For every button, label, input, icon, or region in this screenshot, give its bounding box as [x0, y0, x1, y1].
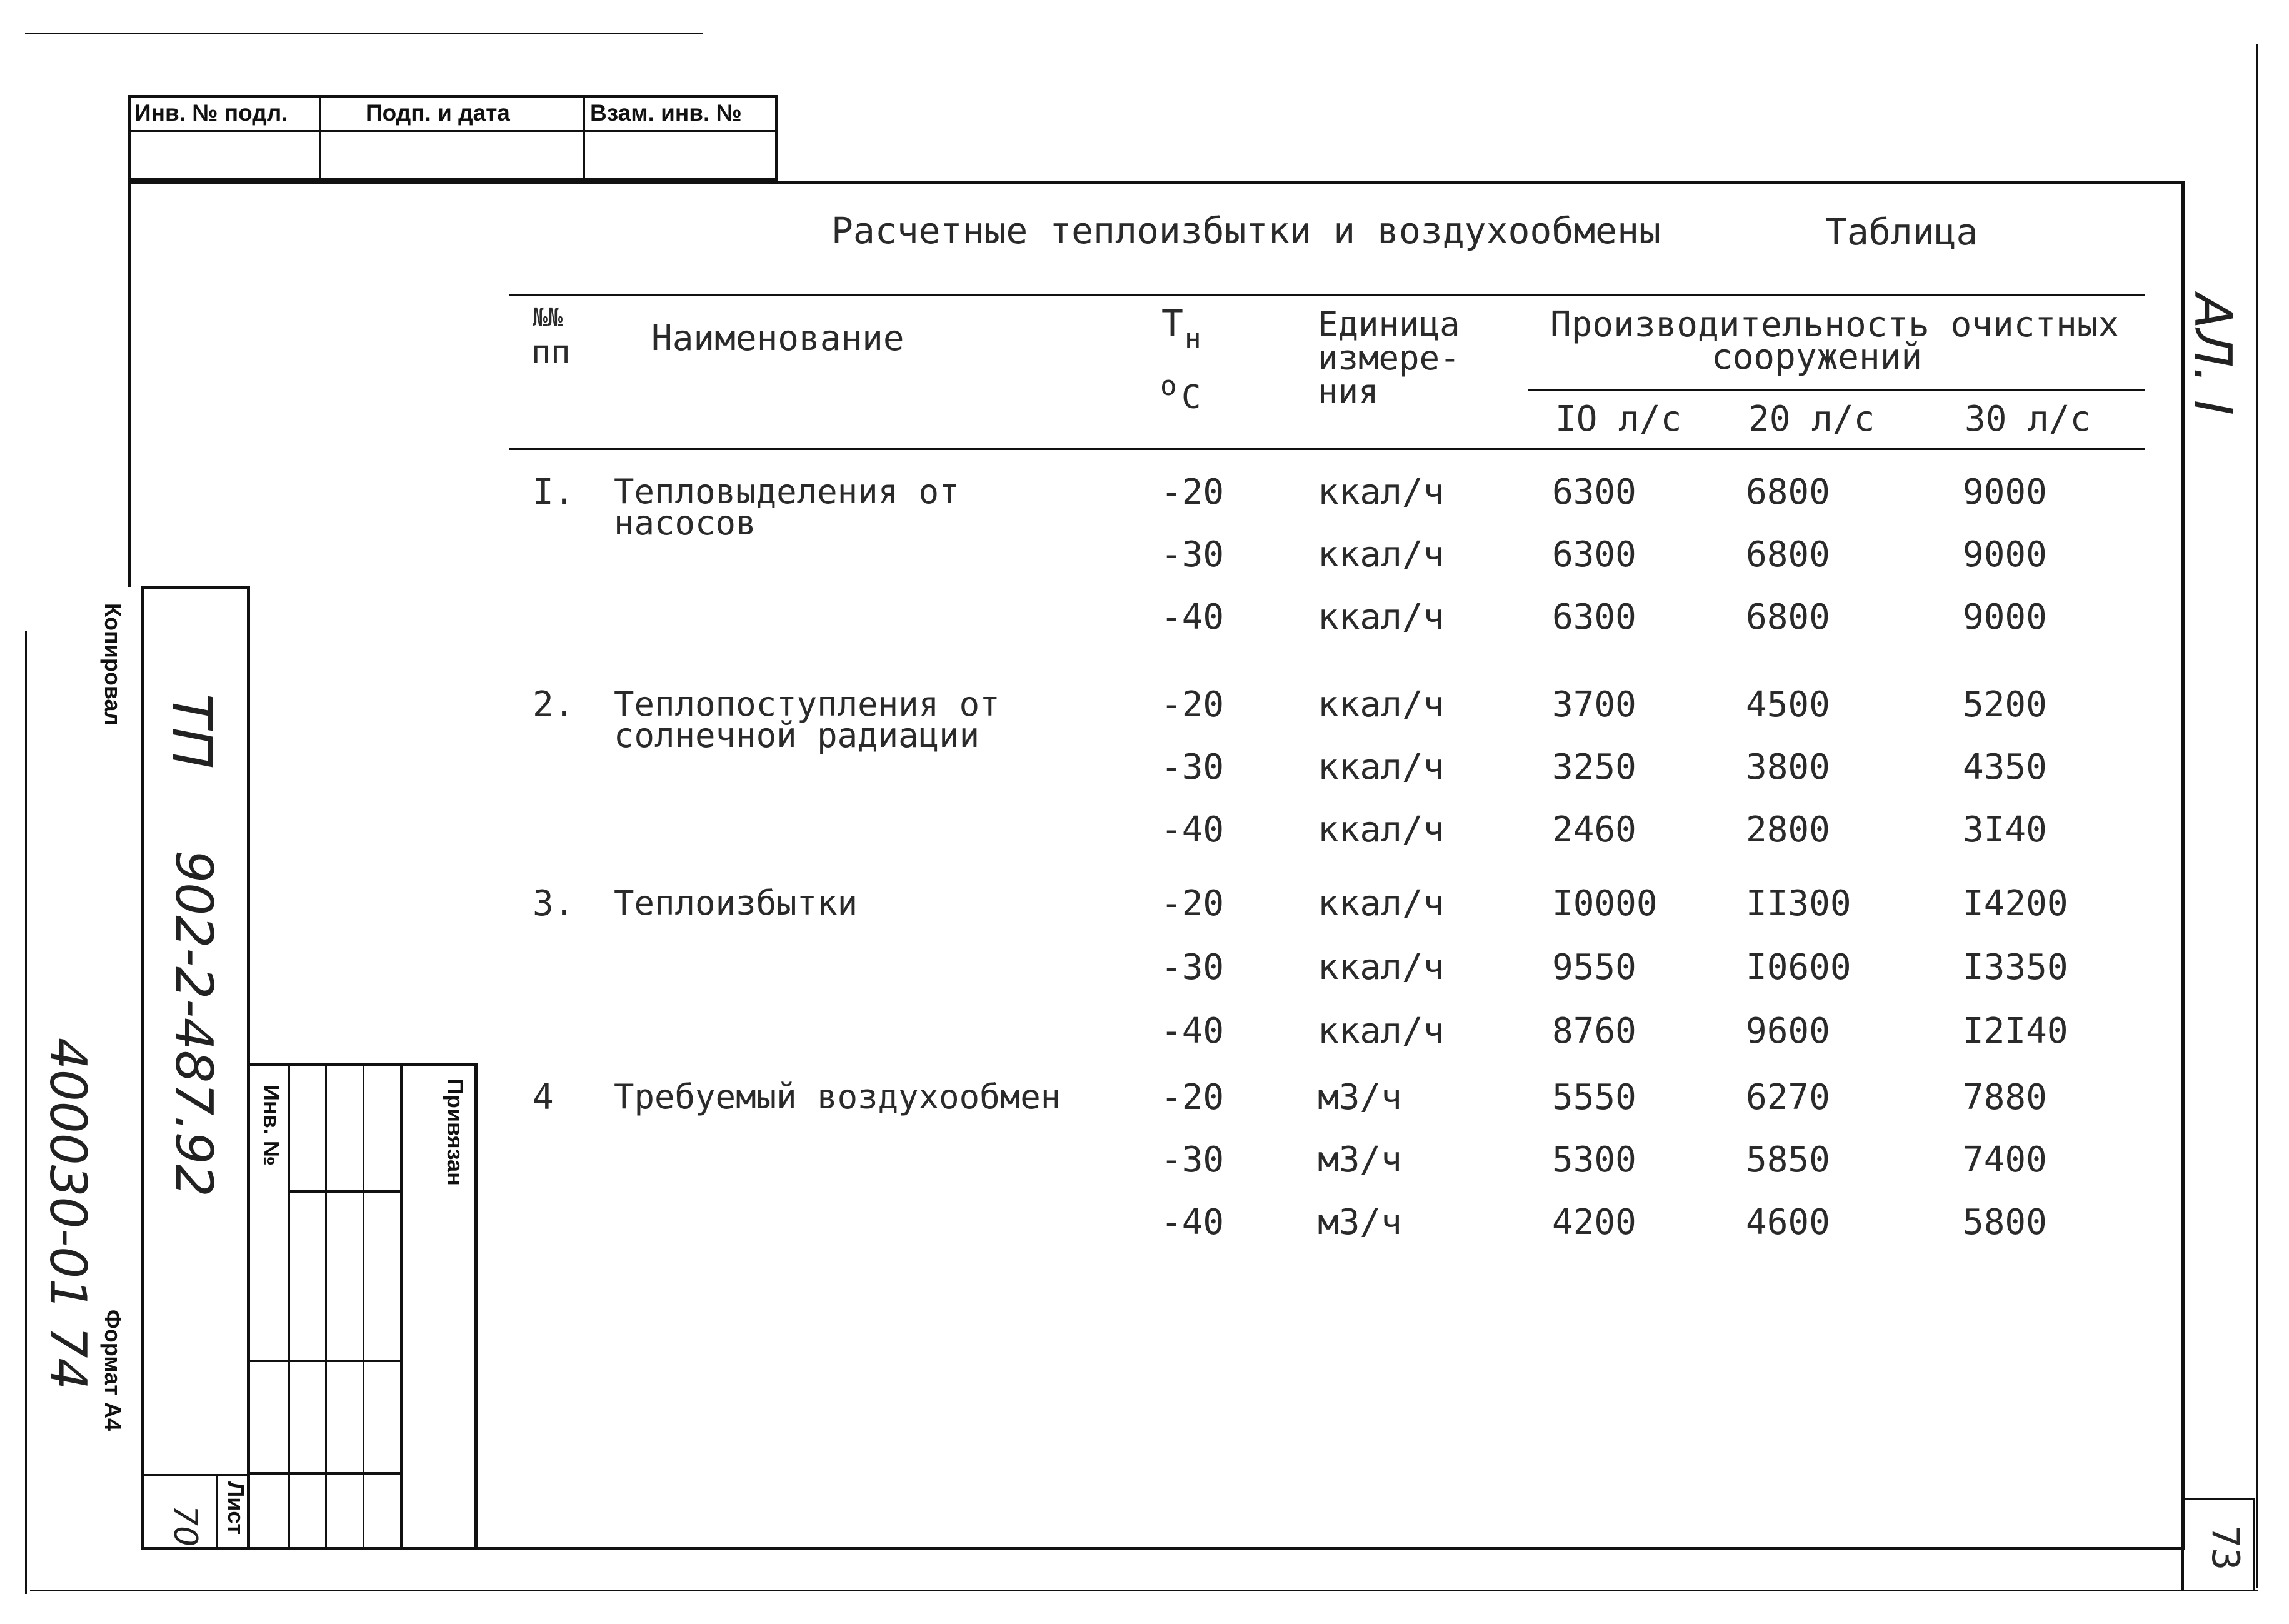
header-temp: Т — [1161, 302, 1183, 344]
privyazan-label: Привязан — [443, 1078, 468, 1186]
row-value-20: 4500 — [1746, 684, 1830, 725]
row-value-10: 5550 — [1552, 1077, 1636, 1118]
row-value-30: I2I40 — [1963, 1011, 2068, 1051]
header-unit-line3: ния — [1318, 372, 1379, 411]
row-value-10: 6300 — [1552, 472, 1636, 513]
row-value-20: 5850 — [1746, 1140, 1830, 1180]
row-value-30: 5200 — [1963, 684, 2047, 725]
row-value-30: 9000 — [1963, 597, 2047, 638]
row-unit: ккал/ч — [1318, 684, 1445, 725]
inv-grid-v4 — [400, 1063, 403, 1550]
top-stamp-col1 — [319, 95, 321, 181]
row-value-10: 9550 — [1552, 947, 1636, 988]
row-temperature: -40 — [1161, 1202, 1225, 1243]
header-unit-line2: измере- — [1318, 338, 1460, 378]
row-unit: ккал/ч — [1318, 472, 1445, 513]
row-temperature: -20 — [1161, 1077, 1225, 1118]
row-value-20: 9600 — [1746, 1011, 1830, 1051]
list-label: Лист — [223, 1481, 249, 1535]
group-name-line1: Тепловыделения от — [614, 472, 959, 511]
row-unit: м3/ч — [1318, 1140, 1402, 1180]
top-rule — [25, 33, 703, 34]
format-label: Формат А4 — [100, 1310, 126, 1431]
tp-number: 902-2-487.92 — [164, 850, 223, 1197]
podp-data-label: Подп. и дата — [366, 100, 510, 126]
row-temperature: -20 — [1161, 883, 1225, 924]
row-temperature: -40 — [1161, 1011, 1225, 1051]
inv-no-label: Инв. № — [259, 1085, 284, 1166]
top-stamp-divider — [128, 130, 778, 132]
header-num-line2: пп — [531, 334, 571, 371]
row-temperature: -30 — [1161, 747, 1225, 788]
header-temp-unit: С — [1181, 379, 1201, 416]
row-value-10: 6300 — [1552, 534, 1636, 575]
group-number: 3. — [533, 883, 575, 924]
row-value-20: 2800 — [1746, 809, 1830, 850]
header-capacity-line2: сооружений — [1711, 337, 1923, 378]
group-name-line1: Требуемый воздухообмен — [614, 1077, 1061, 1116]
row-value-30: 9000 — [1963, 472, 2047, 513]
group-number: 2. — [533, 684, 575, 725]
row-value-20: 6270 — [1746, 1077, 1830, 1118]
list-divider-h — [141, 1474, 250, 1476]
left-margin-rule — [25, 631, 27, 1594]
row-temperature: -40 — [1161, 809, 1225, 850]
row-value-30: I3350 — [1963, 947, 2068, 988]
row-temperature: -20 — [1161, 684, 1225, 725]
row-value-30: 4350 — [1963, 747, 2047, 788]
header-temp-sub: н — [1185, 323, 1201, 354]
table-sub-rule — [1528, 389, 2145, 391]
row-value-10: 3250 — [1552, 747, 1636, 788]
row-value-10: 4200 — [1552, 1202, 1636, 1243]
table-label: Таблица — [1825, 211, 1978, 253]
group-name-line2: насосов — [614, 503, 756, 543]
row-unit: ккал/ч — [1318, 534, 1445, 575]
header-num-line1: №№ — [533, 303, 563, 332]
header-unit-line1: Единица — [1318, 304, 1460, 344]
inv-grid-v3 — [363, 1063, 364, 1550]
header-col-20: 20 л/с — [1748, 399, 1875, 439]
row-unit: ккал/ч — [1318, 747, 1445, 788]
row-temperature: -30 — [1161, 1140, 1225, 1180]
inv-podl-label: Инв. № подл. — [134, 100, 288, 126]
group-name-line2: солнечной радиации — [614, 716, 980, 755]
row-unit: ккал/ч — [1318, 1011, 1445, 1051]
row-value-10: 6300 — [1552, 597, 1636, 638]
kopiroval-label: Копировал — [100, 603, 126, 726]
row-temperature: -30 — [1161, 534, 1225, 575]
group-name-line1: Теплопоступления от — [614, 684, 1000, 724]
tp-label: ТП — [159, 694, 224, 769]
row-value-10: 3700 — [1552, 684, 1636, 725]
inv-grid-v1 — [288, 1063, 290, 1550]
table-top-rule — [509, 294, 2145, 296]
archive-number: 400030-01 74 — [39, 1038, 97, 1390]
document-title: Расчетные теплоизбытки и воздухообмены — [831, 209, 1661, 252]
page-number: 73 — [2203, 1525, 2247, 1571]
row-unit: м3/ч — [1318, 1202, 1402, 1243]
row-value-30: 3I40 — [1963, 809, 2047, 850]
row-unit: ккал/ч — [1318, 883, 1445, 924]
inv-grid-h1 — [288, 1190, 403, 1193]
group-name-line1: Теплоизбытки — [614, 883, 858, 923]
top-right-rule — [2256, 44, 2258, 1588]
list-number: 70 — [166, 1505, 204, 1547]
sheet-code: АЛ. I — [2183, 294, 2242, 416]
row-value-10: 2460 — [1552, 809, 1636, 850]
group-number: 4 — [533, 1077, 554, 1118]
header-capacity-line1: Производительность очистных — [1550, 304, 2120, 345]
table-header-bottom-rule — [509, 448, 2145, 450]
group-number: I. — [533, 472, 575, 513]
inv-grid-v2 — [325, 1063, 327, 1550]
row-value-10: 5300 — [1552, 1140, 1636, 1180]
row-value-30: 9000 — [1963, 534, 2047, 575]
row-value-20: 6800 — [1746, 472, 1830, 513]
row-value-20: 6800 — [1746, 597, 1830, 638]
row-value-10: I0000 — [1552, 883, 1658, 924]
row-temperature: -40 — [1161, 597, 1225, 638]
inv-grid-h3 — [250, 1472, 403, 1475]
row-unit: м3/ч — [1318, 1077, 1402, 1118]
row-value-20: 6800 — [1746, 534, 1830, 575]
row-temperature: -20 — [1161, 472, 1225, 513]
vzam-inv-label: Взам. инв. № — [590, 100, 742, 126]
row-temperature: -30 — [1161, 947, 1225, 988]
row-value-30: I4200 — [1963, 883, 2068, 924]
sheet-left-edge — [128, 181, 131, 587]
top-stamp-col2 — [583, 95, 585, 181]
row-value-10: 8760 — [1552, 1011, 1636, 1051]
row-unit: ккал/ч — [1318, 809, 1445, 850]
list-divider-v — [216, 1474, 218, 1550]
row-value-20: 4600 — [1746, 1202, 1830, 1243]
row-value-30: 7880 — [1963, 1077, 2047, 1118]
header-col-30: 30 л/с — [1965, 399, 2091, 439]
row-value-30: 5800 — [1963, 1202, 2047, 1243]
header-temp-deg: о — [1160, 370, 1177, 402]
row-value-20: 3800 — [1746, 747, 1830, 788]
row-unit: ккал/ч — [1318, 947, 1445, 988]
row-unit: ккал/ч — [1318, 597, 1445, 638]
inv-grid-h2 — [250, 1360, 403, 1362]
header-col-10: IO л/с — [1555, 399, 1682, 439]
row-value-30: 7400 — [1963, 1140, 2047, 1180]
header-name: Наименование — [651, 318, 904, 359]
row-value-20: I0600 — [1746, 947, 1851, 988]
row-value-20: II300 — [1746, 883, 1851, 924]
bottom-rule — [30, 1590, 2258, 1591]
